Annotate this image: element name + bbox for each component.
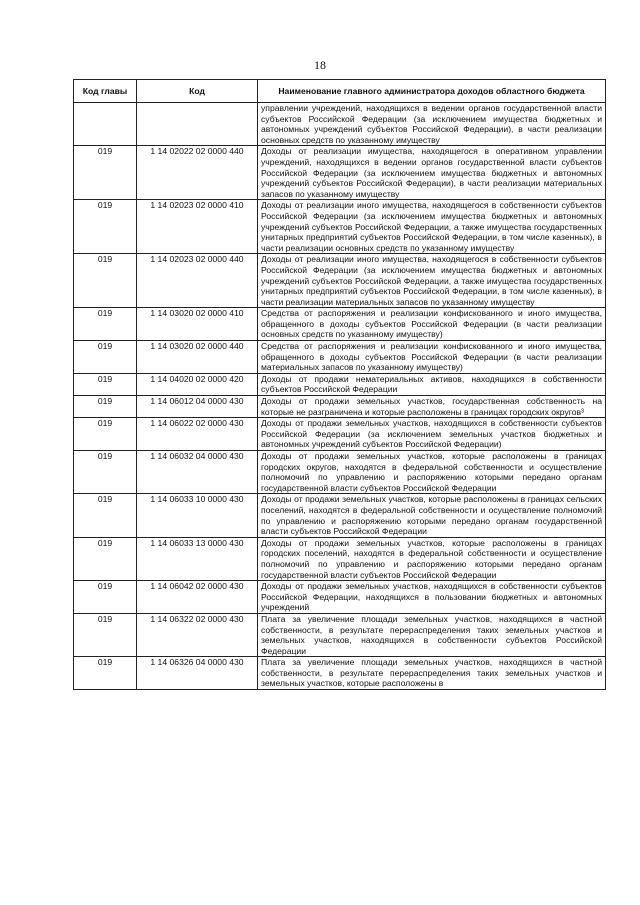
page-number: 18 — [314, 58, 326, 72]
name-cell: Доходы от реализации иного имущества, находящегося в собственности субъектов Российской Федерации (за исключением имущества бюджетных и автономных учреждений субъектов Российской Федерации, а также имущества государственных унитарных предприятий субъектов Российской Федерации, в том числе казенных), в части реализации основных средств по указанному имуществу — [258, 200, 606, 254]
code-cell: 1 14 04020 02 0000 420 — [137, 373, 258, 395]
table-row — [74, 200, 606, 254]
table-row — [74, 613, 606, 656]
chapter-cell: 019 — [74, 373, 137, 395]
chapter-cell: 019 — [74, 657, 137, 690]
code-cell: 1 14 06033 13 0000 430 — [137, 537, 258, 580]
table-row — [74, 657, 606, 690]
name-cell: Доходы от продажи земельных участков, которые расположены в границах городских округов, находятся в федеральной собственности и осуществление полномочий по управлению и распоряжению которыми передано органам государственной власти субъектов Российской Федерации — [258, 451, 606, 494]
name-cell: Средства от распоряжения и реализации конфискованного и иного имущества, обращенного в доходы субъектов Российской Федерации (в части реализации основных средств по указанному имуществу) — [258, 308, 606, 341]
name-cell: Доходы от продажи нематериальных активов, находящихся в собственности субъектов Российской Федерации — [258, 373, 606, 395]
table-row — [74, 341, 606, 374]
name-cell: Доходы от продажи земельных участков, государственная собственность на которые не разграничена и которые расположены в границах городских округов³ — [258, 396, 606, 418]
name-cell: Доходы от реализации имущества, находящегося в оперативном управлении учреждений, находящихся в ведении органов государственной власти субъектов Российской Федерации (за исключением имущества бюджетных и автономных учреждений субъектов Российской Федерации), в части реализации материальных запасов по указанному имуществу — [258, 146, 606, 200]
chapter-cell — [74, 103, 137, 146]
table-row — [74, 537, 606, 580]
name-cell: Доходы от продажи земельных участков, находящихся в собственности субъектов Российской Федерации, находящихся в пользовании бюджетных и автономных учреждений — [258, 581, 606, 614]
table-row — [74, 103, 606, 146]
header-chapter-code: Код главы — [74, 80, 137, 103]
name-cell: Доходы от продажи земельных участков, находящихся в собственности субъектов Российской Федерации (за исключением земельных участков бюджетных и автономных учреждений субъектов Российской Федерации) — [258, 418, 606, 451]
chapter-cell: 019 — [74, 396, 137, 418]
chapter-cell: 019 — [74, 451, 137, 494]
name-cell: Средства от распоряжения и реализации конфискованного и иного имущества, обращенного в доходы субъектов Российской Федерации (в части реализации материальных запасов по указанному имуществу) — [258, 341, 606, 374]
table-row — [74, 451, 606, 494]
name-cell: Доходы от продажи земельных участков, которые расположены в границах сельских поселений, находятся в федеральной собственности и осуществление полномочий по управлению и распоряжению которыми передано органам государственной власти субъектов Российской Федерации — [258, 494, 606, 537]
header-administrator-name: Наименование главного администратора доходов областного бюджета — [258, 80, 606, 103]
revenue-codes-table — [73, 79, 606, 690]
table-row — [74, 494, 606, 537]
chapter-cell: 019 — [74, 494, 137, 537]
name-cell: управлении учреждений, находящихся в ведении органов государственной власти субъектов Российской Федерации (за исключением имущества бюджетных и автономных учреждений субъектов Российской Федерации), в части реализации основных средств по указанному имуществу — [258, 103, 606, 146]
table-row — [74, 581, 606, 614]
header-code: Код — [137, 80, 258, 103]
chapter-cell: 019 — [74, 146, 137, 200]
name-cell: Доходы от реализации иного имущества, находящегося в собственности субъектов Российской Федерации (за исключением имущества бюджетных и автономных учреждений субъектов Российской Федерации, а также имущества государственных унитарных предприятий субъектов Российской Федерации, в том числе казенных), в части реализации материальных запасов по указанному имуществу — [258, 254, 606, 308]
code-cell: 1 14 03020 02 0000 440 — [137, 341, 258, 374]
chapter-cell: 019 — [74, 613, 137, 656]
table-row — [74, 254, 606, 308]
chapter-cell: 019 — [74, 200, 137, 254]
code-cell: 1 14 06012 04 0000 430 — [137, 396, 258, 418]
code-cell: 1 14 06022 02 0000 430 — [137, 418, 258, 451]
code-cell: 1 14 06326 04 0000 430 — [137, 657, 258, 690]
table-row — [74, 373, 606, 395]
table-row — [74, 308, 606, 341]
name-cell: Доходы от продажи земельных участков, которые расположены в границах городских поселений, находятся в федеральной собственности и осуществление полномочий по управлению и распоряжению которыми передано органам государственной власти субъектов Российской Федерации — [258, 537, 606, 580]
table-row — [74, 418, 606, 451]
table-row — [74, 146, 606, 200]
table-header-row — [74, 80, 606, 103]
table-row — [74, 396, 606, 418]
name-cell: Плата за увеличение площади земельных участков, находящихся в частной собственности, в результате перераспределения таких земельных участков и земельных участков, которые расположены в — [258, 657, 606, 690]
code-cell: 1 14 03020 02 0000 410 — [137, 308, 258, 341]
code-cell: 1 14 02023 02 0000 410 — [137, 200, 258, 254]
code-cell: 1 14 02022 02 0000 440 — [137, 146, 258, 200]
chapter-cell: 019 — [74, 581, 137, 614]
code-cell: 1 14 06322 02 0000 430 — [137, 613, 258, 656]
chapter-cell: 019 — [74, 537, 137, 580]
chapter-cell: 019 — [74, 418, 137, 451]
chapter-cell: 019 — [74, 308, 137, 341]
name-cell: Плата за увеличение площади земельных участков, находящихся в частной собственности, в результате перераспределения таких земельных участков и земельных участков, находящихся в собственности субъектов Российской Федерации — [258, 613, 606, 656]
chapter-cell: 019 — [74, 254, 137, 308]
code-cell: 1 14 06033 10 0000 430 — [137, 494, 258, 537]
code-cell: 1 14 02023 02 0000 440 — [137, 254, 258, 308]
chapter-cell: 019 — [74, 341, 137, 374]
code-cell — [137, 103, 258, 146]
code-cell: 1 14 06042 02 0000 430 — [137, 581, 258, 614]
code-cell: 1 14 06032 04 0000 430 — [137, 451, 258, 494]
